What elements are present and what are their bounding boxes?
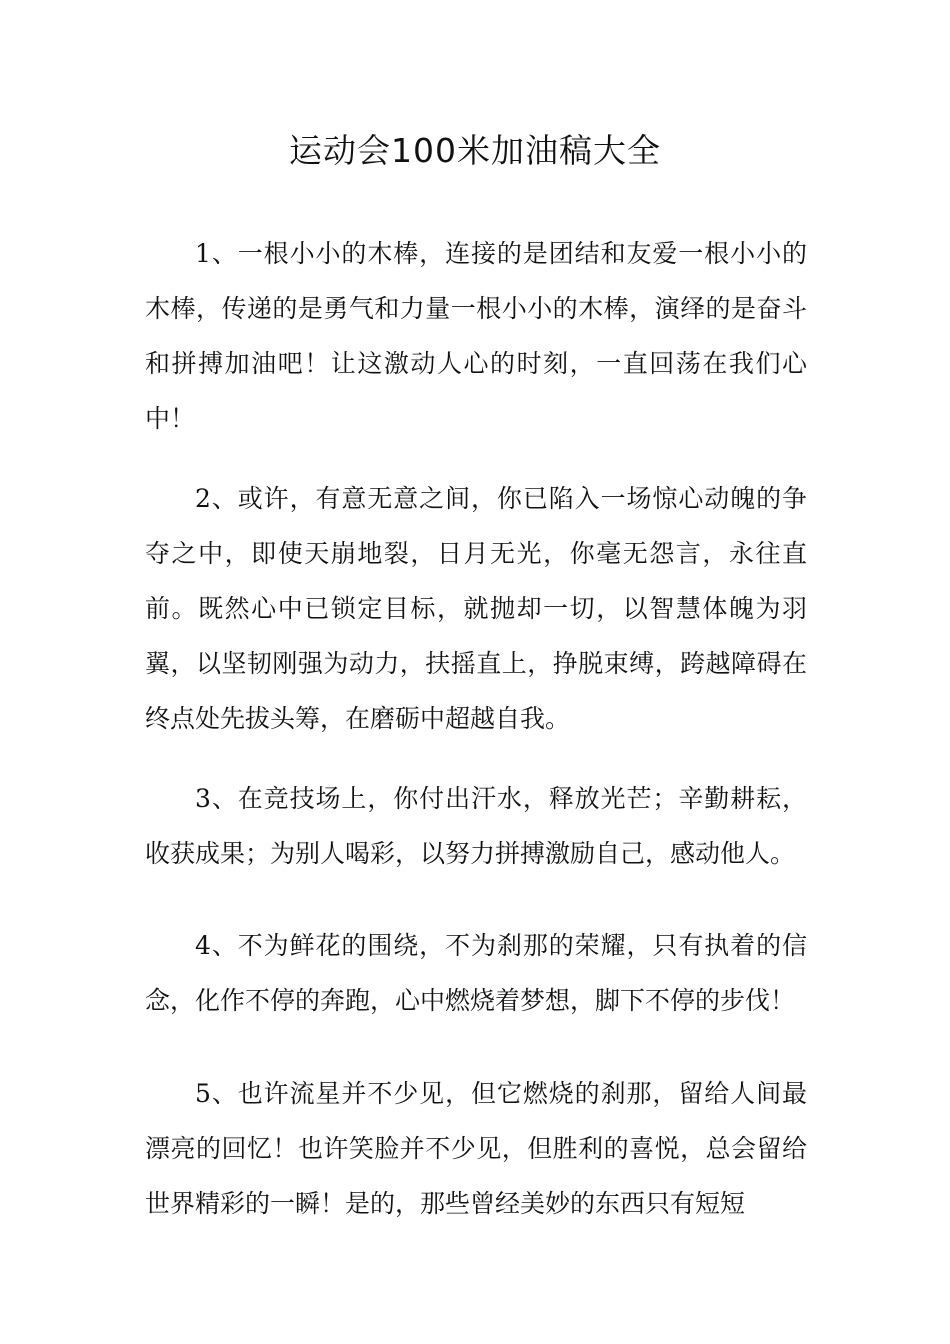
paragraph-1: 1、一根小小的木棒，连接的是团结和友爱一根小小的木棒，传递的是勇气和力量一根小小的木棒，演绎的是奋斗和拼搏加油吧！让这激动人心的时刻，一直回荡在我们心中！ (145, 239, 807, 433)
paragraph-2: 2、或许，有意无意之间，你已陷入一场惊心动魄的争夺之中，即使天崩地裂，日月无光，你毫无怨言，永往直前。既然心中已锁定目标，就抛却一切，以智慧体魄为羽翼，以坚韧刚强为动力，扶摇直上，挣脱束缚，跨越障碍在终点处先拔头筹，在磨砺中超越自我。 (145, 484, 807, 733)
paragraph-3: 3、在竞技场上，你付出汗水，释放光芒；辛勤耕耘，收获成果；为别人喝彩，以努力拼搏激励自己，感动他人。 (145, 784, 807, 868)
paragraph-5: 5、也许流星并不少见，但它燃烧的刹那，留给人间最漂亮的回忆！也许笑脸并不少见，但胜利的喜悦，总会留给世界精彩的一瞬！是的，那些曾经美妙的东西只有短短 (145, 1079, 807, 1218)
paragraph-4: 4、不为鲜花的围绕，不为刹那的荣耀，只有执着的信念，化作不停的奔跑，心中燃烧着梦想，脚下不停的步伐！ (145, 931, 807, 1015)
document-title: 运动会100米加油稿大全 (289, 131, 661, 170)
